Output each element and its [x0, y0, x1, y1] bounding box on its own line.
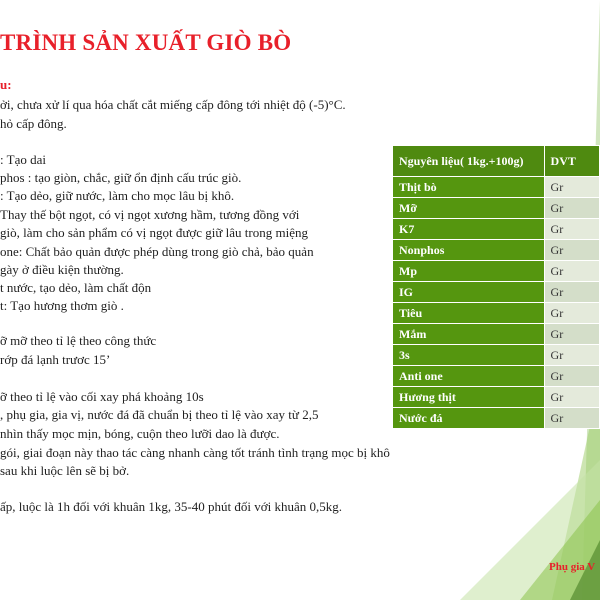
- ingredient-name: Thịt bò: [393, 177, 545, 198]
- body-line: rớp đá lạnh trươc 15’: [0, 352, 111, 367]
- ingredient-name: Hương thịt: [393, 387, 545, 408]
- body-line: Thay thế bột ngọt, có vị ngọt xương hầm, tương đồng với: [0, 207, 300, 222]
- ingredient-unit: Gr: [544, 219, 599, 240]
- table-row: [393, 177, 600, 198]
- body-line: one: Chất bảo quản được phép dùng trong giò chả, bảo quản: [0, 244, 314, 259]
- ingredient-unit: Gr: [544, 345, 599, 366]
- table-row: [393, 303, 600, 324]
- header-ingredient: Nguyên liệu( 1kg.+100g): [393, 146, 545, 177]
- body-line: ởi, chưa xử lí qua hóa chất cắt miếng cấp đông tới nhiệt độ (-5)°C.: [0, 97, 346, 112]
- body-line: nhìn thấy mọc mịn, bóng, cuộn theo lưỡi dao là được.: [0, 426, 280, 441]
- table-row: [393, 345, 600, 366]
- body-line: gói, giai đoạn này thao tác càng nhanh càng tốt tránh tình trạng mọc bị khô: [0, 445, 390, 460]
- table-header-row: [393, 146, 600, 177]
- ingredient-unit: Gr: [544, 261, 599, 282]
- ingredient-name: Nước đá: [393, 408, 545, 429]
- ingredient-name: Nonphos: [393, 240, 545, 261]
- table-row: [393, 282, 600, 303]
- table-row: [393, 324, 600, 345]
- body-line: ỡ theo tỉ lệ vào cối xay phá khoảng 10s: [0, 389, 204, 404]
- ingredient-unit: Gr: [544, 387, 599, 408]
- header-unit: DVT: [544, 146, 599, 177]
- ingredient-table: [392, 145, 600, 429]
- table-row: [393, 219, 600, 240]
- body-line: hỏ cấp đông.: [0, 116, 67, 131]
- ingredient-name: IG: [393, 282, 545, 303]
- ingredient-unit: Gr: [544, 282, 599, 303]
- body-line: sau khi luộc lên sẽ bị bở.: [0, 463, 130, 478]
- ingredient-name: Anti one: [393, 366, 545, 387]
- ingredient-unit: Gr: [544, 324, 599, 345]
- table-row: [393, 261, 600, 282]
- body-line: ấp, luộc là 1h đối với khuân 1kg, 35-40 phút đối với khuân 0,5kg.: [0, 499, 342, 514]
- body-line: gày ở điều kiện thường.: [0, 262, 124, 277]
- section-heading: u:: [0, 77, 12, 92]
- decorative-green-corner: [440, 460, 600, 600]
- ingredient-name: Mắm: [393, 324, 545, 345]
- ingredient-name: Mp: [393, 261, 545, 282]
- body-line: : Tạo dai: [0, 152, 46, 167]
- ingredient-unit: Gr: [544, 408, 599, 429]
- table-row: [393, 408, 600, 429]
- body-line: ỡ mỡ theo tỉ lệ theo công thức: [0, 333, 157, 348]
- body-line: phos : tạo giòn, chắc, giữ ổn định cấu trúc giò.: [0, 170, 242, 185]
- table-row: [393, 240, 600, 261]
- ingredient-name: Mỡ: [393, 198, 545, 219]
- slide-title: TRÌNH SẢN XUẤT GIÒ BÒ: [0, 30, 292, 55]
- ingredient-name: 3s: [393, 345, 545, 366]
- ingredient-unit: Gr: [544, 303, 599, 324]
- ingredient-name: Tiêu: [393, 303, 545, 324]
- body-line: t: Tạo hương thơm giò .: [0, 298, 124, 313]
- ingredient-unit: Gr: [544, 177, 599, 198]
- body-line: : Tạo dẻo, giữ nước, làm cho mọc lâu bị khô.: [0, 188, 235, 203]
- ingredient-unit: Gr: [544, 240, 599, 261]
- table-row: [393, 198, 600, 219]
- body-line: giò, làm cho sản phẩm có vị ngọt được giữ lâu trong miệng: [0, 225, 308, 240]
- ingredient-name: K7: [393, 219, 545, 240]
- ingredient-unit: Gr: [544, 198, 599, 219]
- body-line: t nước, tạo dẻo, làm chất độn: [0, 280, 152, 295]
- body-line: , phụ gia, gia vị, nước đá đã chuẩn bị theo tỉ lệ vào xay từ 2,5: [0, 407, 319, 422]
- ingredient-unit: Gr: [544, 366, 599, 387]
- table-row: [393, 366, 600, 387]
- footer-label: Phụ gia V: [549, 561, 596, 573]
- table-row: [393, 387, 600, 408]
